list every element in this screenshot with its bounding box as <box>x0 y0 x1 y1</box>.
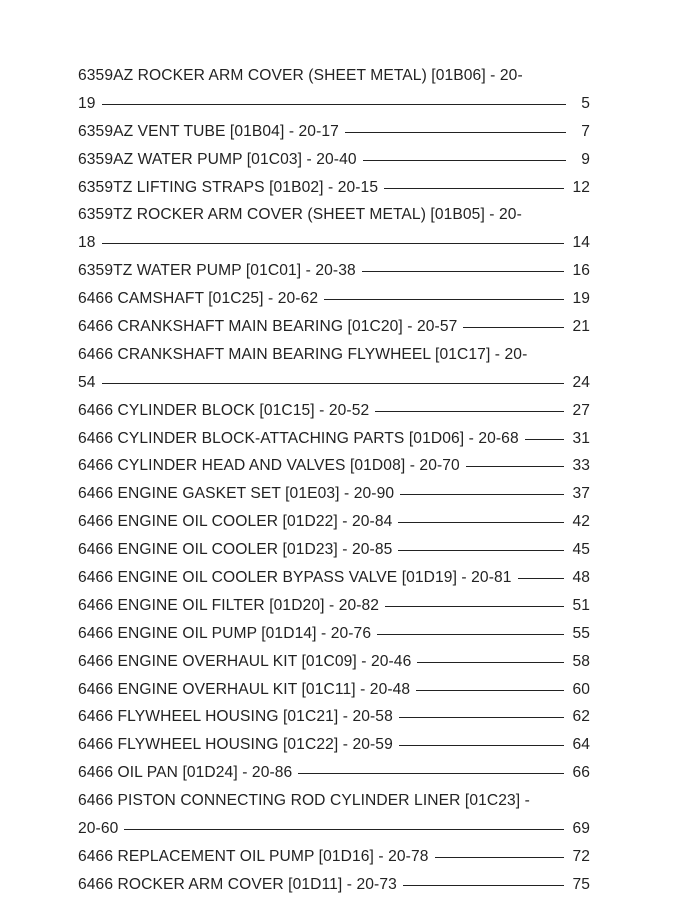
toc-entry-title: 6466 ENGINE OIL COOLER [01D23] - 20-85 <box>78 541 393 559</box>
toc-entry-title: 6359TZ ROCKER ARM COVER (SHEET METAL) [01B05] - 20- <box>78 206 522 224</box>
toc-entry[interactable] <box>78 313 590 341</box>
toc-entry[interactable] <box>78 731 590 759</box>
toc-entry-page-number: 48 <box>572 569 590 587</box>
toc-entry[interactable] <box>78 843 590 871</box>
leader-line <box>435 857 565 858</box>
toc-entry[interactable] <box>78 285 590 313</box>
toc-entry[interactable] <box>78 703 590 731</box>
leader-line <box>362 271 565 272</box>
toc-entry-page-number: 75 <box>572 875 590 893</box>
toc-entry-title: 6466 CYLINDER BLOCK [01C15] - 20-52 <box>78 401 370 419</box>
toc-entry-title-continued: 20-60 <box>78 820 119 838</box>
leader-line <box>102 104 566 105</box>
toc-entry[interactable] <box>78 174 590 202</box>
leader-line <box>518 578 565 579</box>
toc-entry-page-number: 5 <box>581 94 590 112</box>
toc-entry-title: 6466 ENGINE OIL FILTER [01D20] - 20-82 <box>78 596 380 614</box>
toc-entry[interactable] <box>78 620 590 648</box>
toc-entry-title: 6466 CYLINDER HEAD AND VALVES [01D08] - 20-70 <box>78 457 460 475</box>
leader-line <box>298 773 564 774</box>
leader-line <box>398 522 564 523</box>
leader-line <box>399 745 565 746</box>
leader-line <box>417 662 564 663</box>
toc-entry-title: 6466 PISTON CONNECTING ROD CYLINDER LINER [01C23] - <box>78 792 530 810</box>
toc-entry[interactable] <box>78 341 590 397</box>
toc-entry-title-continued: 19 <box>78 94 96 112</box>
toc-entry-title: 6466 ENGINE OVERHAUL KIT [01C09] - 20-46 <box>78 652 412 670</box>
toc-entry-page-number: 9 <box>581 150 590 168</box>
leader-line <box>324 299 564 300</box>
toc-entry[interactable] <box>78 425 590 453</box>
toc-entry-page-number: 45 <box>572 541 590 559</box>
toc-entry-page-number: 33 <box>572 457 590 475</box>
toc-entry-title: 6359TZ WATER PUMP [01C01] - 20-38 <box>78 262 356 280</box>
toc-entry-title: 6466 FLYWHEEL HOUSING [01C22] - 20-59 <box>78 736 393 754</box>
toc-entry-page-number: 66 <box>572 764 590 782</box>
toc-entry-page-number: 12 <box>572 178 590 196</box>
toc-entry-title: 6466 OIL PAN [01D24] - 20-86 <box>78 764 293 782</box>
leader-line <box>124 829 564 830</box>
toc-entry-title: 6466 CRANKSHAFT MAIN BEARING [01C20] - 20-57 <box>78 318 458 336</box>
toc-entry-page-number: 62 <box>572 708 590 726</box>
toc-entry-page-number: 7 <box>581 122 590 140</box>
leader-line <box>345 132 566 133</box>
toc-entry-page-number: 37 <box>572 485 590 503</box>
toc-entry-page-number: 19 <box>572 290 590 308</box>
toc-entry[interactable] <box>78 648 590 676</box>
toc-entry[interactable] <box>78 676 590 704</box>
toc-entry[interactable] <box>78 397 590 425</box>
toc-entry-title-continued: 54 <box>78 373 96 391</box>
toc-entry[interactable] <box>78 536 590 564</box>
toc-entry[interactable] <box>78 146 590 174</box>
toc-entry-title: 6359AZ VENT TUBE [01B04] - 20-17 <box>78 122 339 140</box>
toc-entry[interactable] <box>78 201 590 257</box>
leader-line <box>102 243 565 244</box>
toc-entry-page-number: 16 <box>572 262 590 280</box>
toc-entry[interactable] <box>78 787 590 843</box>
toc-entry-title: 6359TZ LIFTING STRAPS [01B02] - 20-15 <box>78 178 379 196</box>
toc-entry-title: 6466 ROCKER ARM COVER [01D11] - 20-73 <box>78 875 397 893</box>
leader-line <box>385 606 564 607</box>
leader-line <box>403 885 565 886</box>
leader-line <box>463 327 564 328</box>
toc-entry-page-number: 42 <box>572 513 590 531</box>
toc-entry[interactable] <box>78 508 590 536</box>
table-of-contents <box>78 62 590 899</box>
leader-line <box>363 160 566 161</box>
leader-line <box>466 466 565 467</box>
toc-entry[interactable] <box>78 62 590 118</box>
toc-entry-page-number: 31 <box>572 429 590 447</box>
toc-entry-title: 6466 ENGINE OIL COOLER [01D22] - 20-84 <box>78 513 393 531</box>
toc-entry-title: 6466 ENGINE OIL PUMP [01D14] - 20-76 <box>78 624 372 642</box>
toc-entry-title: 6359AZ ROCKER ARM COVER (SHEET METAL) [01B06] - 20- <box>78 67 523 84</box>
toc-entry-page-number: 27 <box>572 401 590 419</box>
toc-entry[interactable] <box>78 759 590 787</box>
toc-entry-title: 6466 CAMSHAFT [01C25] - 20-62 <box>78 290 319 308</box>
toc-entry-page-number: 60 <box>572 680 590 698</box>
toc-entry-title: 6466 FLYWHEEL HOUSING [01C21] - 20-58 <box>78 708 393 726</box>
toc-entry-page-number: 51 <box>572 596 590 614</box>
toc-entry-title: 6466 CYLINDER BLOCK-ATTACHING PARTS [01D06] - 20-68 <box>78 429 519 447</box>
toc-entry-title: 6466 REPLACEMENT OIL PUMP [01D16] - 20-78 <box>78 847 429 865</box>
toc-entry[interactable] <box>78 871 590 899</box>
leader-line <box>525 439 565 440</box>
toc-entry-page-number: 14 <box>572 234 590 252</box>
leader-line <box>377 634 564 635</box>
toc-entry-page-number: 72 <box>572 847 590 865</box>
toc-entry[interactable] <box>78 480 590 508</box>
leader-line <box>400 494 564 495</box>
toc-entry-title: 6466 ENGINE OVERHAUL KIT [01C11] - 20-48 <box>78 680 411 698</box>
leader-line <box>384 188 564 189</box>
leader-line <box>375 411 564 412</box>
toc-entry[interactable] <box>78 452 590 480</box>
leader-line <box>399 717 565 718</box>
toc-entry-page-number: 24 <box>572 373 590 391</box>
toc-entry-page-number: 64 <box>572 736 590 754</box>
leader-line <box>416 690 564 691</box>
toc-entry-title: 6466 ENGINE OIL COOLER BYPASS VALVE [01D19] - 20-81 <box>78 569 512 587</box>
leader-line <box>398 550 564 551</box>
leader-line <box>102 383 565 384</box>
toc-entry[interactable] <box>78 118 590 146</box>
toc-entry-title: 6466 ENGINE GASKET SET [01E03] - 20-90 <box>78 485 395 503</box>
toc-entry-title-continued: 18 <box>78 234 96 252</box>
toc-entry[interactable] <box>78 564 590 592</box>
toc-entry-page-number: 55 <box>572 624 590 642</box>
toc-entry-title: 6466 CRANKSHAFT MAIN BEARING FLYWHEEL [01C17] - 20- <box>78 345 528 363</box>
toc-entry[interactable] <box>78 592 590 620</box>
toc-entry-page-number: 69 <box>572 820 590 838</box>
toc-entry-title: 6359AZ WATER PUMP [01C03] - 20-40 <box>78 150 357 168</box>
toc-entry[interactable] <box>78 257 590 285</box>
toc-entry-page-number: 21 <box>572 318 590 336</box>
toc-entry-page-number: 58 <box>572 652 590 670</box>
